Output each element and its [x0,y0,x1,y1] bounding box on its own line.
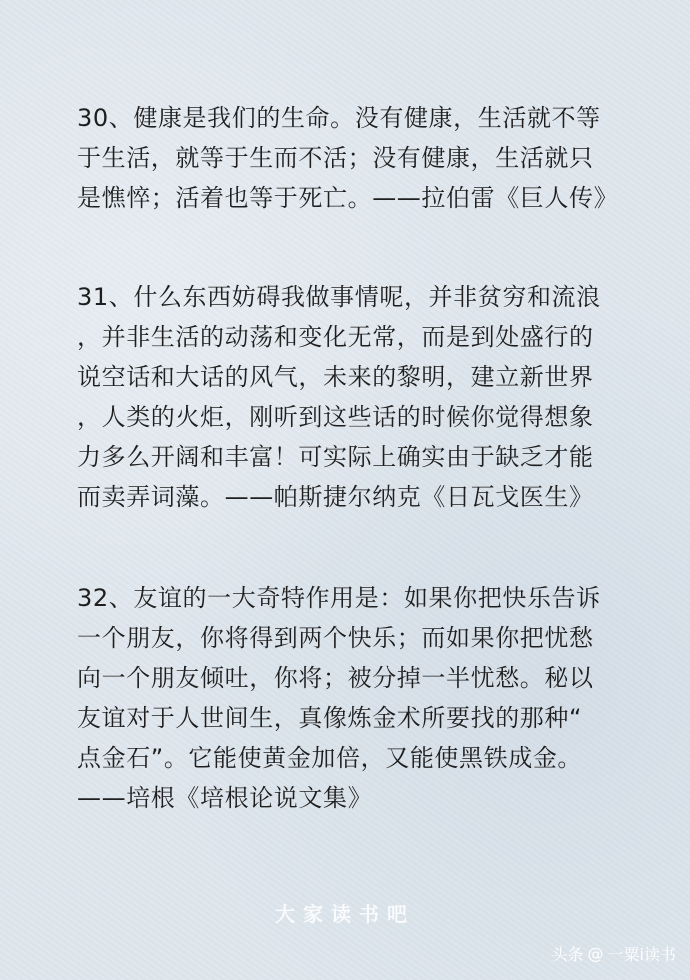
text-line: 向一个朋友倾吐，你将；被分掉一半忧愁。秘以 [77,664,594,692]
text-line: 一个朋友，你将得到两个快乐；而如果你把忧愁 [77,624,594,652]
text-line: ，并非生活的动荡和变化无常，而是到处盛行的 [77,323,594,351]
text-line: 32、友谊的一大奇特作用是：如果你把快乐告诉 [77,584,601,612]
text-line: ——培根《培根论说文集》 [77,784,373,812]
text-line: 说空话和大话的风气，未来的黎明，建立新世界 [77,363,594,391]
quote-paragraph-32 [77,578,617,818]
source-attribution [552,942,676,965]
text-line: 31、什么东西妨碍我做事情呢，并非贫穷和流浪 [77,283,601,311]
quote-paragraph-31 [77,277,617,517]
text-line: 而卖弄词藻。——帕斯捷尔纳克《日瓦戈医生》 [77,483,594,511]
platform-name: 头条 [551,945,584,964]
text-line: 点金石”。它能使黄金加倍，又能使黑铁成金。 [77,744,583,772]
text-line: ，人类的火炬，刚听到这些话的时候你觉得想象 [77,403,594,431]
text-line: 是憔悴；活着也等于死亡。——拉伯雷《巨人传》 [77,184,619,212]
watermark-text: 大家读书吧 [275,902,415,926]
quote-paragraph-30 [77,98,617,218]
text-line: 30、健康是我们的生命。没有健康，生活就不等 [77,104,601,132]
text-line: 力多么开阔和丰富！可实际上确实由于缺乏才能 [77,443,594,471]
account-name: 一粟i读书 [607,945,676,964]
at-icon: @ [587,944,604,963]
text-line: 于生活，就等于生而不活；没有健康，生活就只 [77,144,594,172]
text-line: 友谊对于人世间生，真像炼金术所要找的那种“ [77,704,583,732]
